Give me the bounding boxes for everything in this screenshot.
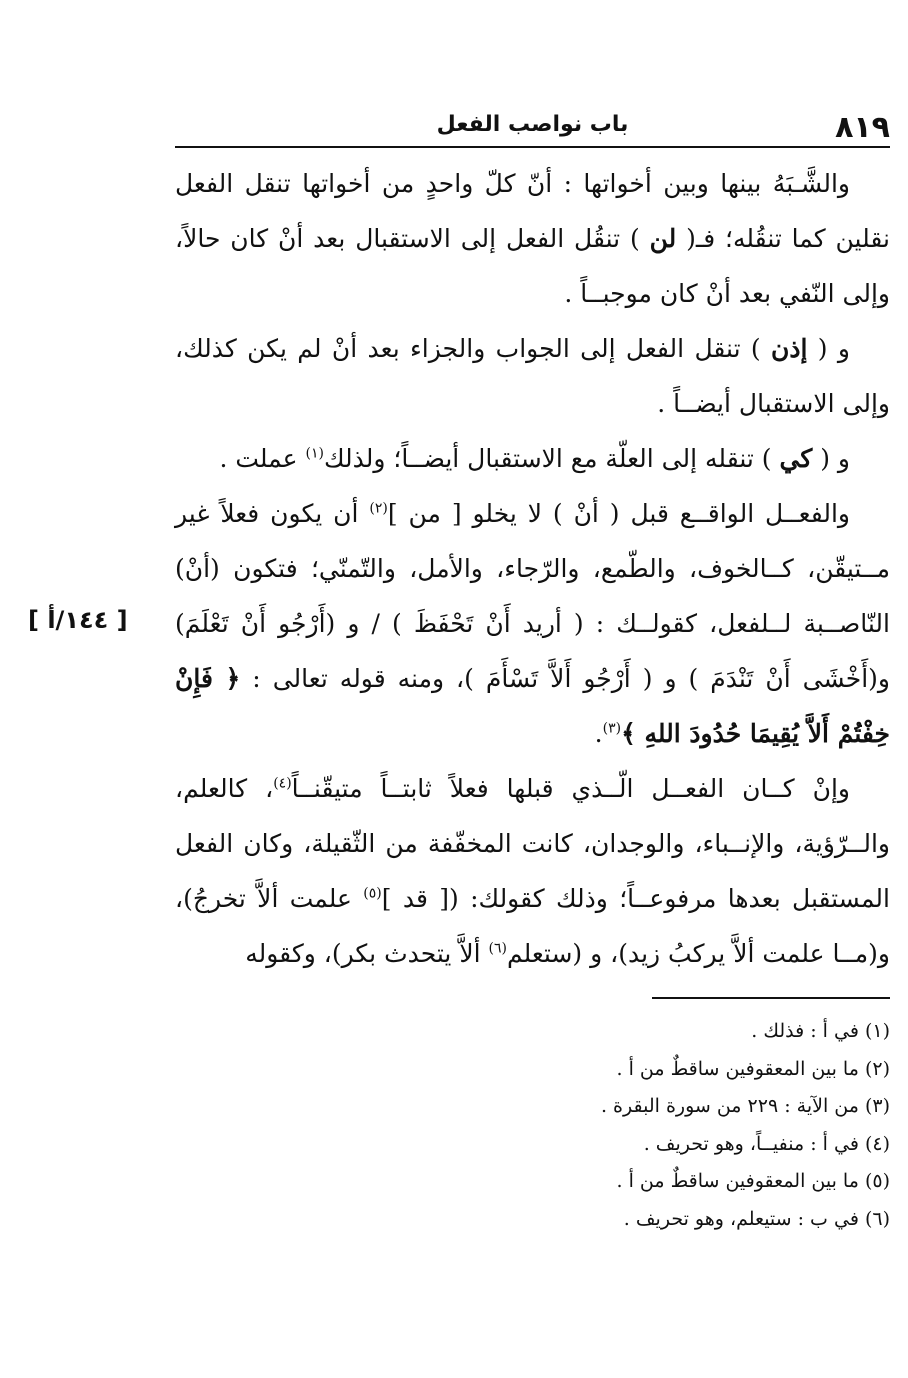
footnote-4: (٤) في أ : منفيــاً، وهو تحريف . (643, 1132, 890, 1155)
text-run: وإنْ كــان الفعــل الّــذي قبلها فعلاً ثابتــاً متيقّنــاً (291, 774, 850, 803)
page-number: ٨١٩ (835, 110, 890, 145)
footnotes (175, 1013, 890, 1238)
footnote-ref-2[interactable]: (٢) (369, 500, 388, 517)
manuscript-folio-marker: [ ١٤٤/أ ] (28, 606, 128, 634)
text-run: . (594, 719, 603, 748)
text-run: والشَّـبَهُ بينها وبين أخواتها : أنّ كلّ واحدٍ من أخواتها تنقل الفعل نقلين كما تنقُله؛ فـ( (175, 169, 890, 253)
footnote-ref-1[interactable]: (١) (305, 445, 324, 462)
paragraph-1 (175, 156, 890, 321)
quran-quote: ﴿ فَإِنْ خِفْتُمْ أَلاَّ يُقِيمَا حُدُودَ اللهِ ﴾ (175, 664, 890, 748)
text-run: و ( (812, 444, 850, 473)
keyword-idhan: إذن (771, 334, 808, 363)
footnote-ref-4[interactable]: (٤) (273, 775, 292, 792)
header-rule (175, 146, 890, 148)
paragraph-2 (175, 321, 890, 431)
footnote-3: (٣) من الآية : ٢٢٩ من سورة البقرة . (600, 1095, 890, 1117)
text-run: علمت ألاَّ تخرجُ)، و(مــا علمت ألاَّ يركبُ زيد)، و (ستعلم (175, 884, 890, 968)
paragraph-5 (175, 761, 890, 981)
text-run: والفعــل الواقــع قبل ( أنْ ) لا يخلو [ من ] (387, 499, 850, 528)
text-run: أن يكون فعلاً غير مــتيقّن، كــالخوف، والطّمع، والرّجاء، والأمل، والتّمنّي؛ فتكون (أنْ) النّاصــبة لــلفعل، كقولــك : ( أريد أَنْ تَحْفَظَ ) / و (أَرْجُو أَنْ تَعْلَمَ) و(أَخْشَى أَنْ تَنْدَمَ ) و ( أَرْجُو أَلاَّ تَسْأَمَ )، ومنه قوله تعالى : (175, 499, 890, 693)
text-run: ) تنقُل الفعل إلى الاستقبال بعد أنْ كان حالاً، وإلى النّفي بعد أنْ كان موجبــاً . (175, 224, 890, 308)
text-run: ألاَّ يتحدث بكر)، وكقوله (245, 939, 489, 968)
footnote-5: (٥) ما بين المعقوفين ساقطٌ من أ . (616, 1170, 890, 1192)
footnote-ref-5[interactable]: (٥) (363, 885, 382, 902)
text-run: ) تنقل الفعل إلى الجواب والجزاء بعد أنْ لم يكن كذلك، وإلى الاستقبال أيضــاً . (175, 334, 890, 418)
paragraph-3 (175, 431, 890, 486)
text-run: عملت . (219, 444, 306, 473)
text-run: ) تنقله إلى العلّة مع الاستقبال أيضــاً؛ ولذلك (323, 444, 780, 473)
main-text (175, 156, 890, 981)
footnote-6: (٦) في ب : ستيعلم، وهو تحريف . (623, 1207, 890, 1230)
paragraph-4 (175, 486, 890, 761)
text-run: ، كالعلم، والــرّؤية، والإنــباء، والوجدان، كانت المخفّفة من الثّقيلة، وكان الفعل المستقبل بعدها مرفوعــاً؛ وذلك كقولك: ([ قد ] (175, 774, 890, 913)
keyword-kay: كي (779, 444, 813, 473)
running-title: باب نواصب الفعل (436, 112, 629, 137)
footnote-ref-6[interactable]: (٦) (488, 940, 507, 957)
footnote-2: (٢) ما بين المعقوفين ساقطٌ من أ . (616, 1057, 890, 1080)
text-run: و ( (807, 334, 850, 363)
footnote-rule (652, 997, 890, 999)
page-header (175, 108, 890, 144)
keyword-lan: لن (649, 224, 677, 253)
footnote-1: (١) في أ : فذلك . (751, 1020, 890, 1042)
footnote-ref-3[interactable]: (٣) (602, 720, 622, 737)
